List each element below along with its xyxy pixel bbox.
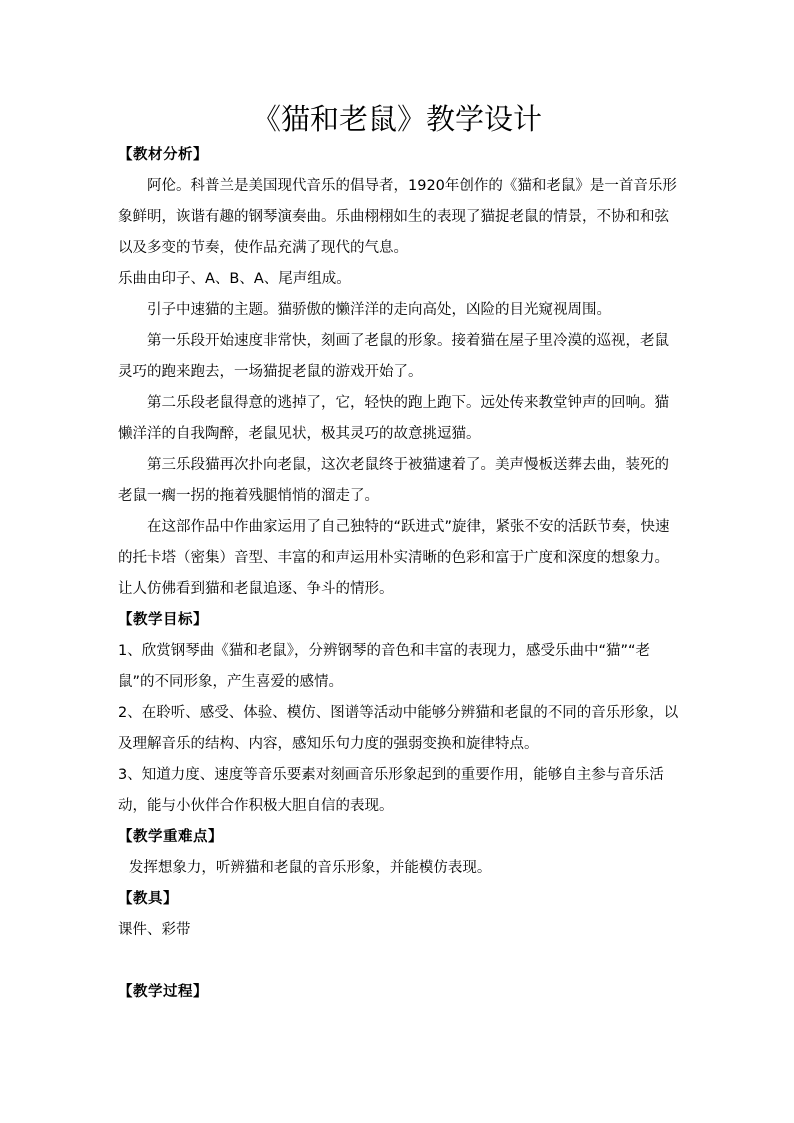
section-heading-teaching-process: 【教学过程】 bbox=[118, 984, 208, 1000]
paragraph: 第二乐段老鼠得意的逃掉了，它，轻快的跑上跑下。远处传来教堂钟声的回响。猫懒洋洋的自我陶醉，老鼠见状，极其灵巧的故意挑逗猫。 bbox=[118, 395, 669, 442]
paragraph: 第三乐段猫再次扑向老鼠，这次老鼠终于被猫逮着了。美声慢板送葬去曲，装死的老鼠一瘸一拐的拖着残腿悄悄的溜走了。 bbox=[118, 457, 669, 504]
section-heading-key-points: 【教学重难点】 bbox=[118, 829, 223, 845]
blank-line bbox=[118, 946, 680, 977]
goal-item: 2、在聆听、感受、体验、模仿、图谱等活动中能够分辨猫和老鼠的不同的音乐形象，以及理解音乐的结构、内容，感知乐句力度的强弱变换和旋律特点。 bbox=[118, 705, 679, 752]
paragraph: 在这部作品中作曲家运用了自己独特的“跃进式”旋律，紧张不安的活跃节奏，快速的托卡塔（密集）音型、丰富的和声运用朴实清晰的色彩和富于广度和深度的想象力。让人仿佛看到猫和老鼠追逐、争斗的情形。 bbox=[118, 519, 670, 597]
paragraph: 第一乐段开始速度非常快，刻画了老鼠的形象。接着猫在屋子里冷漠的巡视，老鼠灵巧的跑来跑去，一场猫捉老鼠的游戏开始了。 bbox=[118, 333, 669, 380]
key-points-text: 发挥想象力，听辨猫和老鼠的音乐形象，并能模仿表现。 bbox=[128, 860, 492, 876]
document-title: 《猫和老鼠》教学设计 bbox=[251, 102, 542, 136]
goal-item: 1、欣赏钢琴曲《猫和老鼠》，分辨钢琴的音色和丰富的表现力，感受乐曲中“猫”“老鼠”的不同形象，产生喜爱的感情。 bbox=[118, 643, 651, 690]
section-heading-material-analysis: 【教材分析】 bbox=[118, 147, 208, 163]
paragraph: 乐曲由印子、A、B、A、尾声组成。 bbox=[118, 271, 351, 287]
section-heading-teaching-goals: 【教学目标】 bbox=[118, 612, 208, 628]
document-body bbox=[118, 140, 680, 1008]
goal-item: 3、知道力度、速度等音乐要素对刻画音乐形象起到的重要作用，能够自主参与音乐活动，能与小伙伴合作积极大胆自信的表现。 bbox=[118, 767, 664, 814]
paragraph: 阿伦。科普兰是美国现代音乐的倡导者，1920年创作的《猫和老鼠》是一首音乐形象鲜明，诙谐有趣的钢琴演奏曲。乐曲栩栩如生的表现了猫捉老鼠的情景，不协和和弦以及多变的节奏，使作品充满了现代的气息。 bbox=[118, 178, 677, 256]
teaching-aids-text: 课件、彩带 bbox=[118, 922, 191, 938]
paragraph: 引子中速猫的主题。猫骄傲的懒洋洋的走向高处，凶险的目光窥视周围。 bbox=[147, 302, 611, 318]
section-heading-teaching-aids: 【教具】 bbox=[118, 891, 178, 907]
